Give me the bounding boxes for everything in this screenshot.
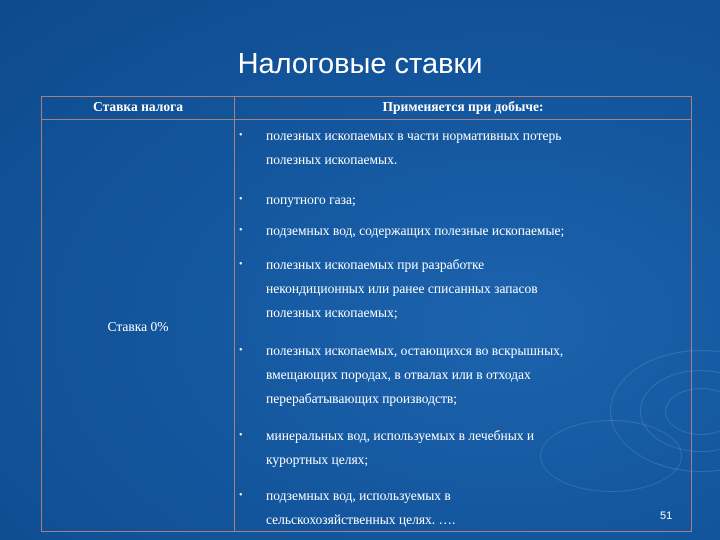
bullet-icon: • [239, 225, 243, 236]
page-number: 51 [660, 510, 673, 522]
bullet-icon: • [239, 430, 243, 441]
list-item [239, 339, 686, 411]
list-item [239, 219, 686, 243]
list-item-line: минеральных вод, используемых в лечебных и [266, 428, 535, 443]
list-item-line: некондиционных или ранее списанных запасов [266, 281, 538, 296]
list-item-line: перерабатывающих производств; [266, 391, 458, 406]
bullet-icon: • [239, 259, 243, 270]
list-item-line: полезных ископаемых. [266, 152, 398, 167]
header-divider [42, 119, 691, 120]
slide-title: Налоговые ставки [237, 48, 483, 80]
list-item [239, 253, 686, 325]
list-item [239, 484, 686, 532]
list-item-line: полезных ископаемых в части нормативных потерь [266, 128, 562, 143]
bullet-icon: • [239, 490, 243, 501]
rate-cell: Ставка 0% [107, 319, 169, 334]
header-rate: Ставка налога [93, 99, 183, 114]
list-item-line: полезных ископаемых при разработке [266, 257, 485, 272]
list-item-line: попутного газа; [266, 192, 356, 207]
column-divider [234, 97, 235, 531]
list-item-line: подземных вод, используемых в [266, 488, 451, 503]
header-applies: Применяется при добыче: [382, 99, 544, 114]
list-item [239, 124, 686, 172]
bullet-icon: • [239, 130, 243, 141]
list-item-line: подземных вод, содержащих полезные ископаемые; [266, 223, 565, 238]
list-item-line: вмещающих породах, в отвалах или в отходах [266, 367, 531, 382]
bullet-icon: • [239, 194, 243, 205]
list-item-line: полезных ископаемых, остающихся во вскрышных, [266, 343, 564, 358]
list-item-line: сельскохозяйственных целях. …. [266, 512, 456, 527]
bullet-icon: • [239, 345, 243, 356]
tax-rates-table [41, 96, 692, 532]
list-item-line: полезных ископаемых; [266, 305, 398, 320]
list-item [239, 188, 686, 212]
list-item-line: курортных целях; [266, 452, 369, 467]
list-item [239, 424, 686, 472]
